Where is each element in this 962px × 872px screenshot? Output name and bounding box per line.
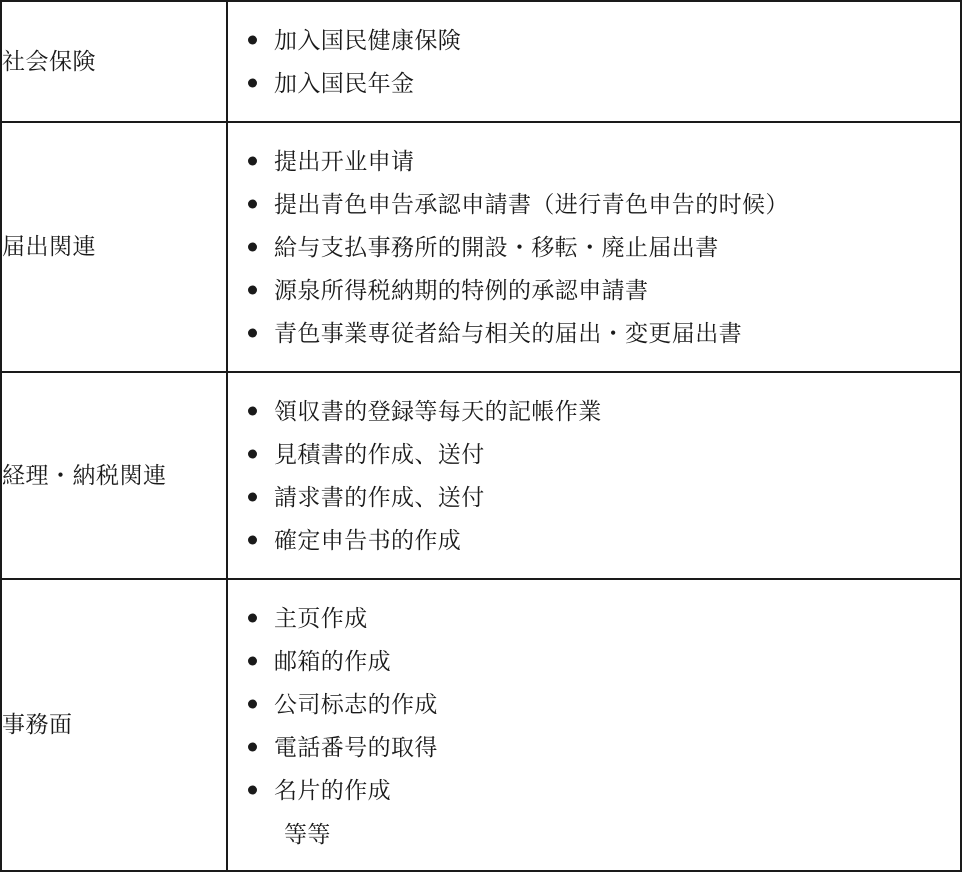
list-item-label: 主页作成 bbox=[274, 605, 368, 632]
list-item-label: 給与支払事務所的開設・移転・廃止届出書 bbox=[274, 234, 719, 261]
list-item-label: 源泉所得税納期的特例的承認申請書 bbox=[274, 277, 649, 304]
bullet-icon bbox=[248, 329, 257, 338]
list-item-label: 領収書的登録等每天的記帳作業 bbox=[274, 398, 602, 425]
table-row bbox=[1, 1, 961, 122]
list-item bbox=[228, 187, 960, 221]
items-cell bbox=[227, 372, 961, 579]
list-item bbox=[228, 66, 960, 100]
category-cell: 届出関連 bbox=[1, 122, 227, 372]
list-item-label: 加入国民健康保険 bbox=[274, 27, 462, 53]
items-cell bbox=[227, 122, 961, 372]
list-item-label: 青色事業専従者給与相关的届出・変更届出書 bbox=[274, 320, 742, 347]
category-cell: 社会保険 bbox=[1, 1, 227, 122]
category-cell: 事務面 bbox=[1, 579, 227, 870]
bullet-icon bbox=[248, 700, 257, 709]
list-item bbox=[228, 230, 960, 264]
table-row bbox=[1, 122, 961, 372]
bullet-icon bbox=[248, 407, 257, 416]
list-item-label: 請求書的作成、送付 bbox=[274, 484, 485, 511]
item-list bbox=[228, 23, 960, 100]
list-item bbox=[228, 523, 960, 557]
bullet-icon bbox=[248, 614, 257, 623]
table-row bbox=[1, 372, 961, 579]
category-cell: 経理・納税関連 bbox=[1, 372, 227, 579]
item-list bbox=[228, 601, 960, 850]
list-item bbox=[228, 817, 960, 851]
bullet-icon bbox=[248, 786, 257, 795]
bullet-icon bbox=[248, 286, 257, 295]
list-item-label: 名片的作成 bbox=[274, 777, 391, 804]
bullet-icon bbox=[248, 657, 257, 666]
list-item-label: 提出青色申告承認申請書（进行青色申告的时候） bbox=[274, 191, 789, 218]
list-item bbox=[228, 601, 960, 635]
list-item-label: 提出开业申请 bbox=[274, 148, 415, 175]
item-list bbox=[228, 144, 960, 350]
items-cell bbox=[227, 1, 961, 122]
list-item bbox=[228, 144, 960, 178]
bullet-icon bbox=[248, 157, 257, 166]
list-item-label: 邮箱的作成 bbox=[274, 648, 391, 675]
item-list bbox=[228, 394, 960, 557]
list-item bbox=[228, 394, 960, 428]
bullet-icon bbox=[248, 536, 257, 545]
table-body bbox=[1, 1, 961, 871]
list-item-label: 確定申告书的作成 bbox=[274, 527, 462, 554]
bullet-icon bbox=[248, 36, 257, 45]
list-item-label: 電話番号的取得 bbox=[274, 734, 438, 761]
list-item-label: 等等 bbox=[284, 820, 331, 847]
list-item bbox=[228, 687, 960, 721]
bullet-icon bbox=[248, 493, 257, 502]
list-item-label: 加入国民年金 bbox=[274, 70, 415, 97]
list-item-label: 見積書的作成、送付 bbox=[274, 441, 485, 468]
bullet-icon bbox=[248, 79, 257, 88]
table-row bbox=[1, 579, 961, 870]
list-item bbox=[228, 23, 960, 57]
list-item bbox=[228, 644, 960, 678]
bullet-icon bbox=[248, 243, 257, 252]
bullet-icon bbox=[248, 200, 257, 209]
list-item bbox=[228, 480, 960, 514]
list-item bbox=[228, 773, 960, 807]
list-item-label: 公司标志的作成 bbox=[274, 691, 438, 718]
list-item bbox=[228, 273, 960, 307]
bullet-icon bbox=[248, 450, 257, 459]
list-item bbox=[228, 730, 960, 764]
list-item bbox=[228, 316, 960, 350]
list-item bbox=[228, 437, 960, 471]
items-cell bbox=[227, 579, 961, 870]
bullet-icon bbox=[248, 743, 257, 752]
